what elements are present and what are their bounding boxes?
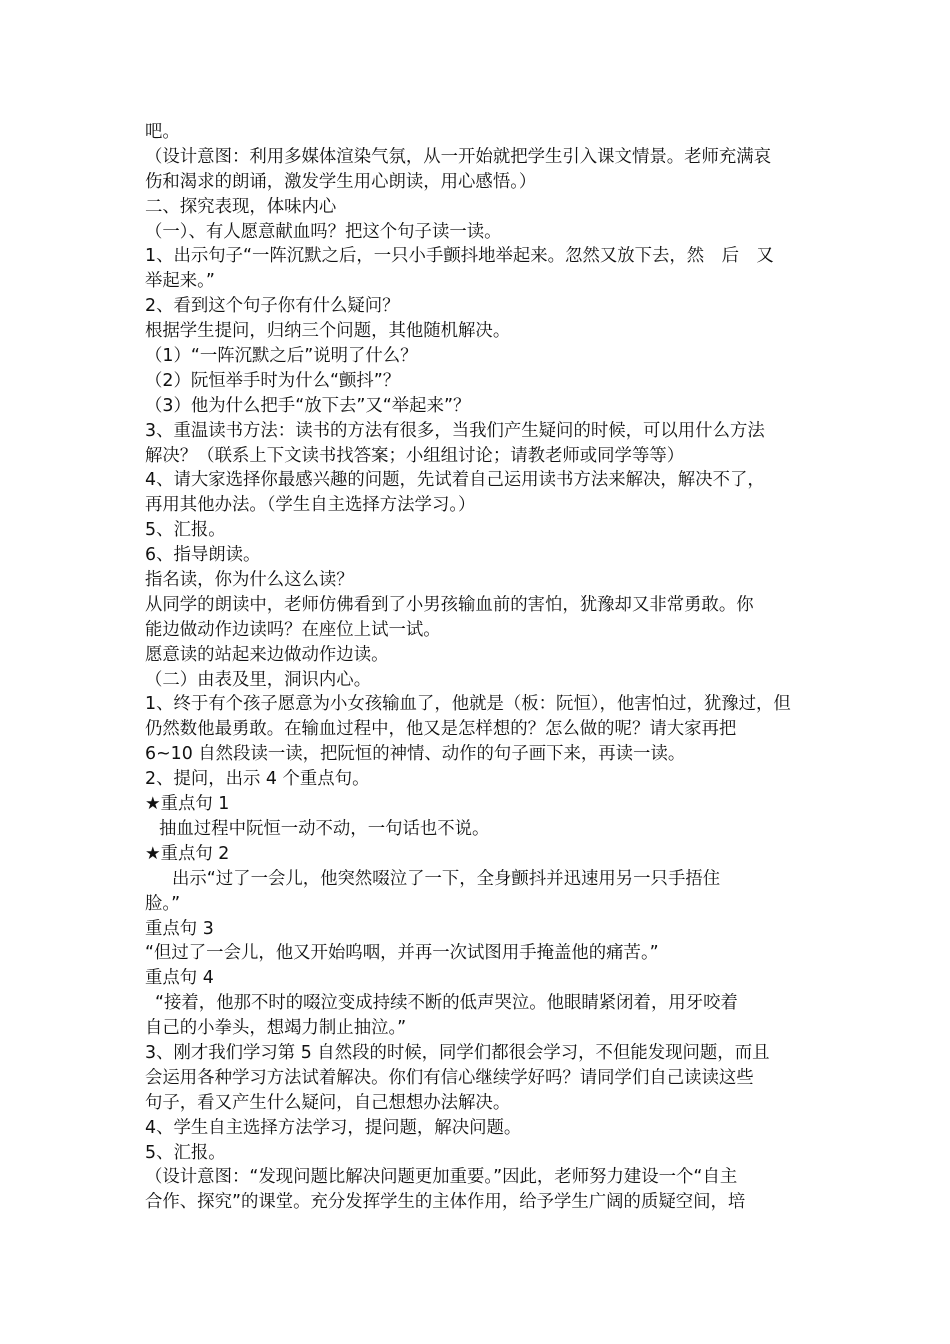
text-line: 句子，看又产生什么疑问，自己想想办法解决。 bbox=[145, 1092, 511, 1113]
document-page bbox=[145, 120, 813, 1215]
key-sentence: 出示“过了一会儿，他突然啜泣了一下，全身颤抖并迅速用另一只手捂住 bbox=[172, 868, 721, 889]
key-sentence-label: 重点句 3 bbox=[145, 918, 214, 939]
text-line: 根据学生提问，归纳三个问题，其他随机解决。 bbox=[145, 321, 511, 342]
key-sentence: “但过了一会儿，他又开始呜咽，并再一次试图用手掩盖他的痛苦。” bbox=[145, 943, 659, 964]
question-item: （1）“一阵沉默之后”说明了什么？ bbox=[145, 346, 418, 367]
section-heading: 二、探究表现，体味内心 bbox=[145, 196, 337, 217]
key-sentence: 自己的小拳头，想竭力制止抽泣。” bbox=[145, 1018, 407, 1039]
text-line: 6、指导朗读。 bbox=[145, 545, 261, 566]
text-line: 解决？（联系上下文读书找答案；小组组讨论；请教老师或同学等等） bbox=[145, 445, 685, 466]
subsection-heading: （一）、有人愿意献血吗？把这个句子读一读。 bbox=[145, 221, 502, 242]
text-line: 仍然数他最勇敢。在输血过程中，他又是怎样想的？怎么做的呢？请大家再把 bbox=[145, 719, 737, 740]
design-intent-line: （设计意图：“发现问题比解决问题更加重要。”因此，老师努力建设一个“自主 bbox=[145, 1167, 738, 1188]
text-line: 1、出示句子“一阵沉默之后，一只小手颤抖地举起来。忽然又放下去，然 后 又 bbox=[145, 246, 774, 267]
text-line: 3、刚才我们学习第 5 自然段的时候，同学们都很会学习，不但能发现问题，而且 bbox=[145, 1042, 770, 1063]
text-line: 愿意读的站起来边做动作边读。 bbox=[145, 644, 389, 665]
text-line: 4、请大家选择你最感兴趣的问题，先试着自己运用读书方法来解决，解决不了， bbox=[145, 470, 765, 491]
key-sentence: 脸。” bbox=[145, 893, 181, 914]
design-intent-line: （设计意图：利用多媒体渲染气氛，从一开始就把学生引入课文情景。老师充满哀 bbox=[145, 146, 772, 167]
text-line: 再用其他办法。（学生自主选择方法学习。） bbox=[145, 495, 476, 516]
text-line: 4、学生自主选择方法学习，提问题，解决问题。 bbox=[145, 1117, 522, 1138]
key-sentence: “接着，他那不时的啜泣变成持续不断的低声哭泣。他眼睛紧闭着，用牙咬着 bbox=[155, 993, 738, 1014]
key-sentence-label: ★重点句 2 bbox=[145, 843, 230, 864]
text-line: 从同学的朗读中，老师仿佛看到了小男孩输血前的害怕，犹豫却又非常勇敢。你 bbox=[145, 594, 754, 615]
text-line: 1、终于有个孩子愿意为小女孩输血了，他就是（板：阮恒），他害怕过，犹豫过，但 bbox=[145, 694, 791, 715]
text-line: 会运用各种学习方法试着解决。你们有信心继续学好吗？请同学们自己读读这些 bbox=[145, 1067, 754, 1088]
text-line: 2、看到这个句子你有什么疑问？ bbox=[145, 296, 400, 317]
key-sentence-label: ★重点句 1 bbox=[145, 794, 230, 815]
key-sentence-label: 重点句 4 bbox=[145, 968, 214, 989]
key-sentence: 抽血过程中阮恒一动不动，一句话也不说。 bbox=[159, 818, 490, 839]
subsection-heading: （二）由表及里，洞识内心。 bbox=[145, 669, 372, 690]
text-line: 伤和渴求的朗诵，激发学生用心朗读，用心感悟。） bbox=[145, 171, 537, 192]
text-line: 3、重温读书方法：读书的方法有很多，当我们产生疑问的时候，可以用什么方法 bbox=[145, 420, 765, 441]
text-line: 5、汇报。 bbox=[145, 1142, 226, 1163]
text-line: 6~10 自然段读一读，把阮恒的神情、动作的句子画下来，再读一读。 bbox=[145, 744, 686, 765]
text-line: 能边做动作边读吗？在座位上试一试。 bbox=[145, 619, 441, 640]
text-line: 举起来。” bbox=[145, 271, 215, 292]
question-item: （2）阮恒举手时为什么“颤抖”？ bbox=[145, 370, 401, 391]
text-line: 指名读，你为什么这么读？ bbox=[145, 570, 354, 591]
text-line: 合作、探究”的课堂。充分发挥学生的主体作用，给予学生广阔的质疑空间，培 bbox=[145, 1192, 746, 1213]
text-line: 2、提问，出示 4 个重点句。 bbox=[145, 769, 370, 790]
text-line: 5、汇报。 bbox=[145, 520, 226, 541]
question-item: （3）他为什么把手“放下去”又“举起来”？ bbox=[145, 395, 471, 416]
text-line: 吧。 bbox=[145, 122, 180, 142]
